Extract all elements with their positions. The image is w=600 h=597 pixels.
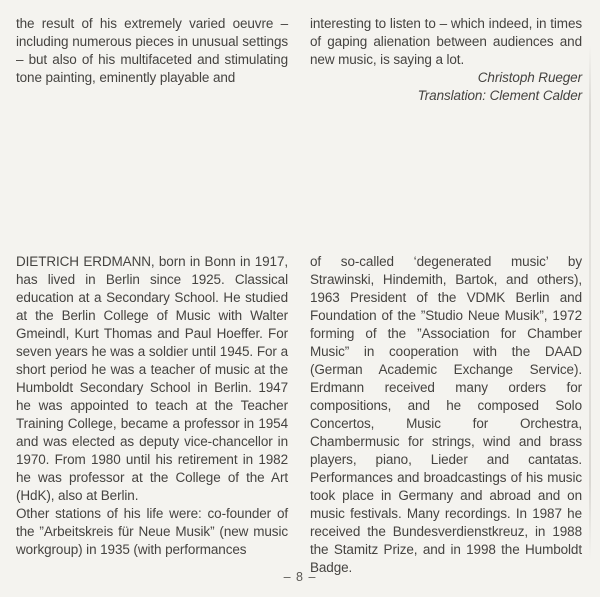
credits [310,69,582,105]
credit-translation: Translation: Clement Calder [417,88,582,103]
column-right-continuation-paragraph [310,15,582,105]
credit-author: Christoph Rueger [477,70,582,85]
paragraph: interesting to listen to – which indeed, in times of gaping alienation between audiences and new music, is saying a lot. [310,16,582,67]
bio-paragraph-2: Other stations of his life were: co-founder of the ”Arbeitskreis für Neue Musik” (new music workgroup) in 1935 (with performances [16,506,288,557]
biography-column-left [16,253,288,559]
paragraph: the result of his extremely varied oeuvre – including numerous pieces in unusual settings – but also of his multifaceted and stimulating tone painting, eminently playable and [16,16,288,85]
page-number: – 8 – [283,570,317,584]
bio-paragraph-3: of so-called ‘degenerated music’ by Strawinski, Hindemith, Bartok, and others), 1963 President of the VDMK Berlin and Foundation of the ”Studio Neue Musik”, 1972 forming of the ”Association for Chamber Music” in cooperation with the DAAD (German Academic Exchange Service). Erdmann received many orders for compositions, and he composed Solo Concertos, Music for Orchestra, Chambermusic for strings, wind and brass players, piano, Lieder and cantatas. Performances and broadcastings of his music took place in Germany and abroad and on music festivals. Many recordings. In 1987 he received the Bundesverdienstkreuz, in 1988 the Stamitz Prize, and in 1998 the Humboldt Badge. [310,254,582,575]
biography-column-right [310,253,582,577]
bio-paragraph-1: DIETRICH ERDMANN, born in Bonn in 1917, has lived in Berlin since 1925. Classical education at a Secondary School. He studied at the Berlin College of Music with Walter Gmeindl, Kurt Thomas and Paul Hoeffer. For seven years he was a soldier until 1945. For a short period he was a teacher of music at the Humboldt Secondary School in Berlin. 1947 he was appointed to teach at the Teacher Training College, became a professor in 1954 and was elected as deputy vice-chancellor in 1970. From 1980 until his retirement in 1982 he was professor at the College of the Art (HdK), also at Berlin. [16,254,288,503]
page-fold-line [589,45,591,560]
column-left-continuation-paragraph [16,15,288,87]
